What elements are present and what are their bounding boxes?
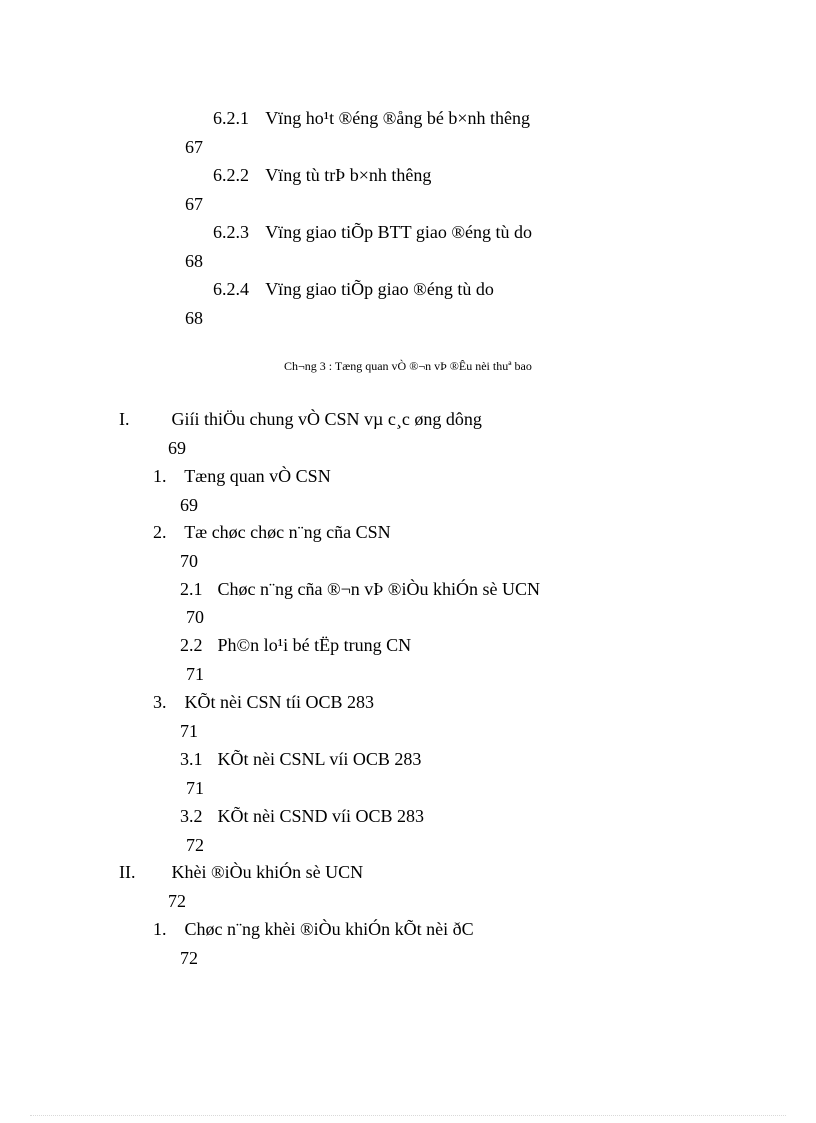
- toc-page: 71: [180, 721, 198, 741]
- toc-entry-6-2-1: [213, 107, 530, 129]
- toc-number: 6.2.4: [213, 279, 249, 299]
- toc-page: 70: [180, 551, 198, 571]
- toc-page: 67: [185, 194, 203, 214]
- toc-number: 3.2: [180, 806, 203, 826]
- toc-page: 69: [168, 438, 186, 458]
- toc-entry-3-2: [180, 805, 424, 827]
- chapter-heading: Ch¬ng 3 : Tæng quan vÒ ®¬n vÞ ®Êu nèi thuª bao: [284, 359, 532, 373]
- toc-number: II.: [119, 862, 136, 882]
- toc-entry-1: [153, 465, 331, 487]
- toc-page: 68: [185, 308, 203, 328]
- toc-page: 71: [186, 778, 204, 798]
- toc-entry-section-I: [119, 408, 482, 430]
- toc-page: 72: [186, 835, 204, 855]
- toc-entry-II-1: [153, 918, 474, 940]
- toc-number: 2.2: [180, 635, 203, 655]
- toc-number: I.: [119, 409, 130, 429]
- toc-title: Vïng giao tiÕp BTT giao ®éng tù do: [265, 222, 533, 242]
- toc-number: 2.: [153, 522, 167, 542]
- toc-title: KÕt nèi CSNL víi OCB 283: [217, 749, 422, 769]
- toc-entry-6-2-4: [213, 278, 494, 300]
- toc-number: 6.2.3: [213, 222, 249, 242]
- toc-title: Vïng ho¹t ®éng ®ång bé b×nh thêng: [265, 108, 531, 128]
- toc-page: 68: [185, 251, 203, 271]
- toc-entry-2-2: [180, 634, 411, 656]
- toc-number: 3.1: [180, 749, 203, 769]
- toc-number: 3.: [153, 692, 167, 712]
- toc-number: 1.: [153, 919, 167, 939]
- toc-number: 6.2.2: [213, 165, 249, 185]
- toc-title: KÕt nèi CSN tíi OCB 283: [184, 692, 375, 712]
- toc-entry-3: [153, 691, 374, 713]
- toc-entry-6-2-2: [213, 164, 431, 186]
- toc-page: 72: [168, 891, 186, 911]
- toc-title: Vïng giao tiÕp giao ®éng tù do: [265, 279, 494, 299]
- toc-title: Khèi ®iÒu khiÓn sè UCN: [171, 862, 364, 882]
- toc-number: 6.2.1: [213, 108, 249, 128]
- toc-entry-section-II: [119, 861, 363, 883]
- toc-page: 67: [185, 137, 203, 157]
- toc-title: Giíi thiÖu chung vÒ CSN vµ c¸c øng dông: [171, 409, 482, 429]
- toc-page: 72: [180, 948, 198, 968]
- page-bottom-rule: [30, 1115, 786, 1116]
- toc-title: Ph©n lo¹i bé tËp trung CN: [217, 635, 412, 655]
- toc-title: Chøc n¨ng cña ®¬n vÞ ®iÒu khiÓn sè UCN: [217, 579, 540, 599]
- toc-page: 69: [180, 495, 198, 515]
- toc-entry-2-1: [180, 578, 540, 600]
- toc-entry-2: [153, 521, 391, 543]
- toc-title: Tæng quan vÒ CSN: [184, 466, 331, 486]
- toc-page: 71: [186, 664, 204, 684]
- toc-page: 70: [186, 607, 204, 627]
- toc-number: 2.1: [180, 579, 203, 599]
- toc-title: Tæ chøc chøc n¨ng cña CSN: [184, 522, 391, 542]
- toc-title: KÕt nèi CSND víi OCB 283: [217, 806, 425, 826]
- toc-entry-3-1: [180, 748, 421, 770]
- toc-number: 1.: [153, 466, 167, 486]
- toc-entry-6-2-3: [213, 221, 532, 243]
- toc-title: Chøc n¨ng khèi ®iÒu khiÓn kÕt nèi ðC: [184, 919, 474, 939]
- toc-title: Vïng tù trÞ b×nh thêng: [265, 165, 432, 185]
